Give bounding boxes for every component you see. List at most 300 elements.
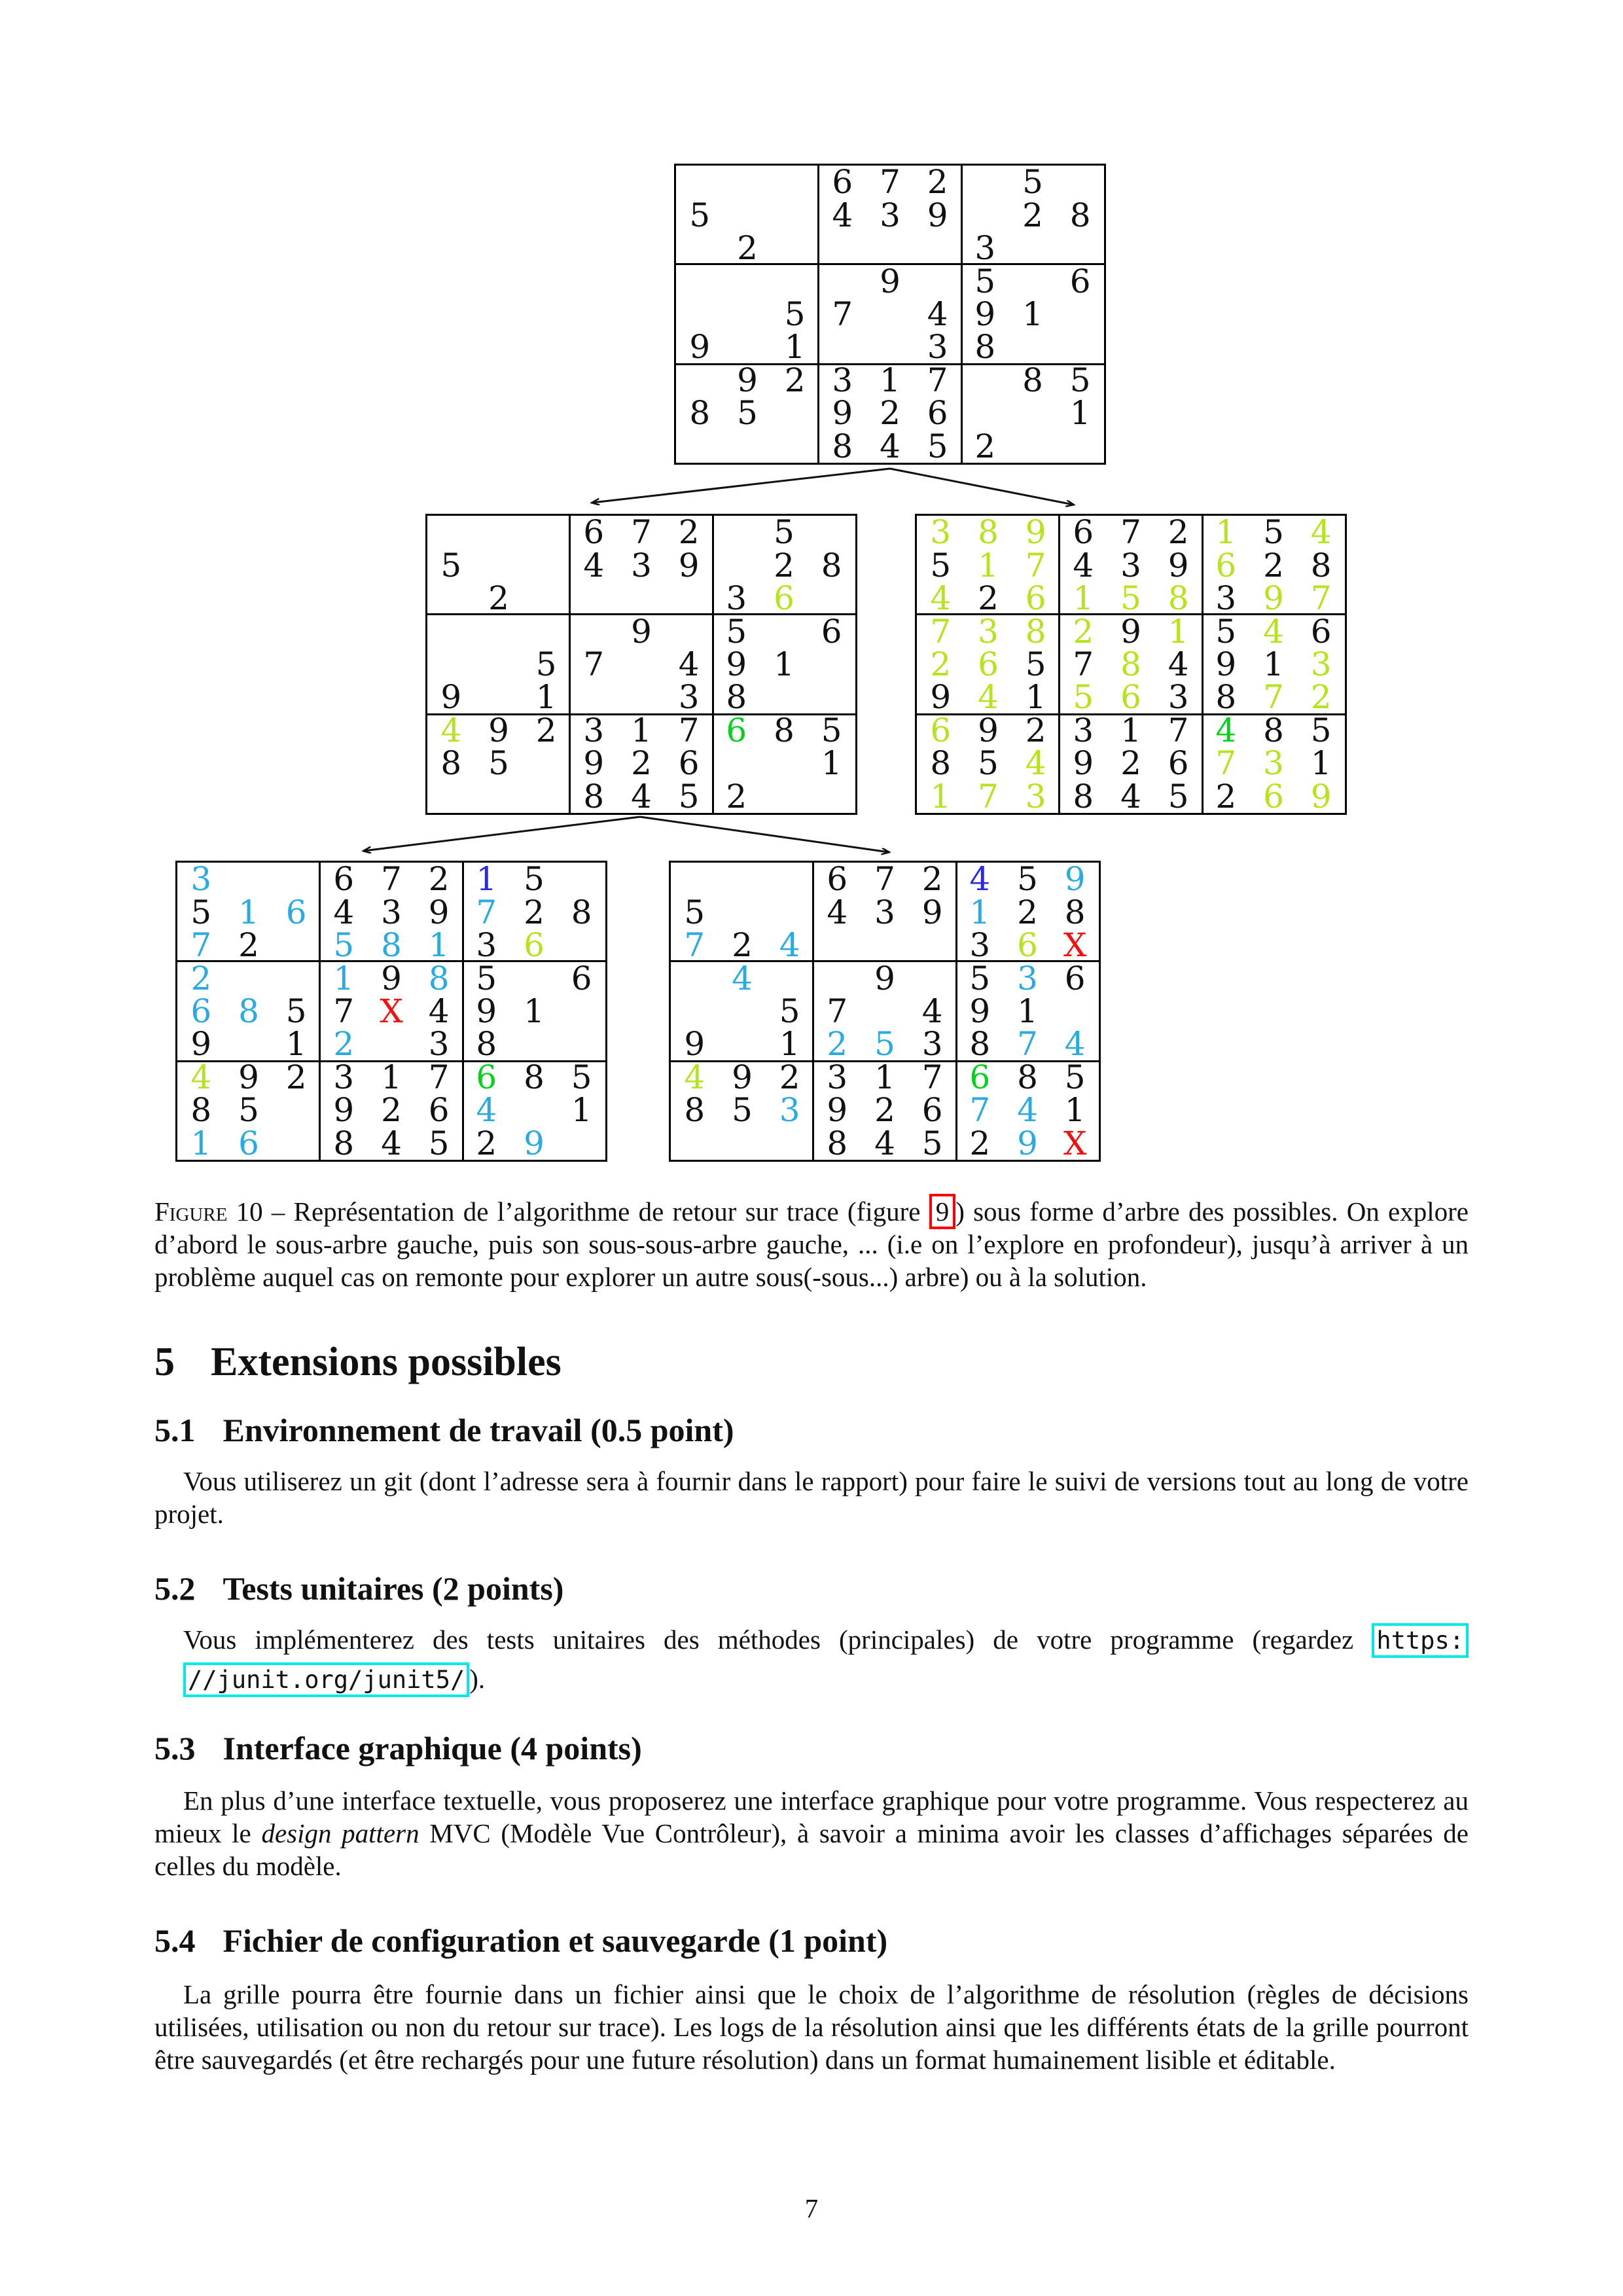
subsection-title: Environnement de travail (0.5 point): [223, 1412, 734, 1448]
sudoku-cell: 1: [1064, 1091, 1086, 1130]
sudoku-grid-root: [674, 164, 1106, 465]
sudoku-cell: [671, 863, 719, 895]
sudoku-cell: 7: [930, 612, 952, 651]
sudoku-cell: [914, 232, 961, 264]
sudoku-cell: 9: [978, 711, 999, 749]
sudoku-cell: 5: [238, 1091, 259, 1130]
sudoku-cell: 6: [921, 1091, 943, 1130]
sudoku-cell: 5: [927, 427, 948, 465]
sudoku-cell: 8: [1168, 579, 1189, 618]
paragraph-5-2-line-1: [154, 1623, 1469, 1657]
sudoku-cell: 2: [1263, 546, 1284, 584]
sudoku-cell: 3: [1073, 711, 1094, 749]
sudoku-cell: [719, 1028, 766, 1060]
sudoku-cell: [1056, 430, 1104, 463]
sudoku-cell: 5: [285, 992, 307, 1030]
sudoku-cell: 1: [238, 893, 259, 931]
sudoku-cell: 8: [524, 1058, 544, 1096]
sudoku-cell: 6: [930, 711, 952, 749]
sudoku-cell: 1: [333, 959, 355, 997]
sudoku-cell: 4: [732, 959, 753, 997]
sudoku-cell: 6: [827, 860, 848, 899]
sudoku-cell: 4: [1168, 645, 1189, 683]
sudoku-cell: 4: [1215, 711, 1237, 749]
sudoku-cell: [724, 430, 772, 463]
sudoku-cell: 3: [476, 926, 497, 965]
sudoku-cell: 7: [1168, 711, 1189, 749]
sudoku-cell: 7: [381, 860, 402, 899]
sudoku-cell: 6: [1069, 262, 1091, 300]
sudoku-cell: 1: [1069, 394, 1091, 433]
sudoku-cell: 8: [930, 744, 952, 783]
junit-url-link-part-1[interactable]: https:: [1372, 1623, 1469, 1658]
sudoku-cell: [475, 516, 523, 548]
sudoku-cell: [1056, 298, 1104, 331]
sudoku-cell: 4: [1025, 744, 1046, 783]
sudoku-cell: 7: [921, 1058, 943, 1096]
sudoku-cell: 7: [874, 860, 895, 899]
sudoku-cell: 3: [927, 328, 948, 367]
sudoku-cell: 8: [974, 328, 996, 367]
subsection-number: 5.4: [154, 1922, 196, 1959]
sudoku-cell: 2: [1022, 196, 1043, 234]
sudoku-cells: [671, 860, 1099, 1162]
sudoku-cell: [908, 929, 956, 961]
subsection-heading-5-3: [154, 1732, 642, 1765]
paragraph-text: MVC (Modèle Vue Contrôleur), à savoir a minima avoir les classes d’affichages séparées de celles du modèle.: [154, 1818, 1469, 1881]
sudoku-cell: 1: [631, 711, 652, 749]
sudoku-cell: 7: [190, 926, 212, 965]
sudoku-cell: [766, 895, 813, 928]
sudoku-cell: [570, 615, 618, 647]
sudoku-cell: 2: [1310, 678, 1332, 717]
paragraph-text: Vous implémenterez des tests unitaires des méthodes (principales) de votre programme (regardez: [183, 1624, 1372, 1655]
sudoku-cell: 4: [333, 893, 355, 931]
sudoku-cell: 8: [1073, 777, 1094, 816]
sudoku-cell: 3: [921, 1025, 943, 1064]
sudoku-cell: 9: [1064, 860, 1086, 899]
sudoku-cell: 5: [969, 959, 991, 997]
paragraph-text: En plus d’une interface textuelle, vous proposerez une interface graphique pour votre programme. Vous respecterez au mieux le: [154, 1785, 1469, 1848]
sudoku-cell: 9: [583, 744, 605, 783]
sudoku-cell: 4: [631, 777, 652, 816]
sudoku-cell: [760, 747, 808, 780]
sudoku-cell: 5: [333, 926, 355, 965]
sudoku-cell: 4: [1263, 612, 1284, 651]
sudoku-cell: 6: [927, 394, 948, 433]
sudoku-cell: 6: [333, 860, 355, 899]
sudoku-cell: 9: [238, 1058, 259, 1096]
sudoku-cell: 8: [684, 1091, 705, 1130]
sudoku-cell: 1: [1168, 612, 1189, 651]
sudoku-cell: 9: [333, 1091, 355, 1130]
sudoku-cell: [713, 747, 760, 780]
sudoku-cell: 8: [832, 427, 853, 465]
sudoku-cell: 2: [880, 394, 901, 433]
sudoku-cell: [475, 681, 523, 713]
sudoku-grid-leaf-right: [669, 861, 1101, 1162]
sudoku-cell: [510, 1094, 558, 1126]
sudoku-cell: [671, 995, 719, 1028]
sudoku-cell: 6: [524, 926, 544, 965]
sudoku-cell: 2: [476, 1124, 497, 1162]
sudoku-cell: [558, 995, 605, 1028]
sudoku-cell: 7: [333, 992, 355, 1030]
sudoku-cell: 9: [1025, 513, 1046, 552]
sudoku-cell: 7: [583, 645, 605, 683]
sudoku-cell: 8: [333, 1124, 355, 1162]
figure-caption-text-1: Représentation de l’algorithme de retour sur trace (figure: [285, 1196, 929, 1227]
sudoku-cell: 6: [832, 163, 853, 202]
sudoku-cell: 8: [1120, 645, 1141, 683]
sudoku-cell: 3: [381, 893, 402, 931]
sudoku-cell: 9: [1215, 645, 1237, 683]
sudoku-cell: 7: [678, 711, 700, 749]
sudoku-cell: [665, 582, 713, 615]
sudoku-cells: [427, 513, 855, 816]
subsection-number: 5.2: [154, 1570, 196, 1607]
sudoku-cell: [808, 780, 855, 813]
sudoku-cell: 2: [774, 546, 794, 584]
sudoku-cell: 5: [1168, 777, 1189, 816]
subsection-heading-5-2: [154, 1572, 563, 1605]
edge-root-to-left-child: [592, 469, 890, 503]
sudoku-cell: 6: [678, 744, 700, 783]
sudoku-cell: 5: [1017, 860, 1038, 899]
sudoku-cell: 7: [978, 777, 999, 816]
sudoku-cell: 5: [978, 744, 999, 783]
sudoku-cell: [819, 232, 866, 264]
sudoku-cell: [719, 995, 766, 1028]
sudoku-grid-leaf-left: [175, 861, 607, 1162]
sudoku-cell: [724, 331, 772, 363]
paragraph-5-2-line-2: [154, 1662, 1469, 1696]
sudoku-cell: [771, 232, 819, 264]
sudoku-cell: 9: [737, 361, 758, 399]
sudoku-cell: [676, 166, 724, 198]
sudoku-cell: 1: [1025, 678, 1046, 717]
sudoku-cell: 3: [631, 546, 652, 584]
sudoku-cell: 1: [1120, 711, 1141, 749]
paragraph-text: ).: [469, 1664, 486, 1694]
sudoku-cell: 8: [821, 546, 842, 584]
sudoku-cell: 6: [285, 893, 307, 931]
sudoku-cell: 1: [779, 1025, 800, 1064]
sudoku-cell: [866, 331, 914, 363]
sudoku-cell: 2: [631, 744, 652, 783]
sudoku-cell: 3: [678, 678, 700, 717]
sudoku-cell: [724, 198, 772, 231]
sudoku-cell: 9: [969, 992, 991, 1030]
sudoku-cell: [719, 1127, 766, 1160]
sudoku-cell: 9: [428, 893, 450, 931]
sudoku-cell: 3: [978, 612, 999, 651]
sudoku-cell: 4: [476, 1091, 497, 1130]
sudoku-cell: [866, 298, 914, 331]
sudoku-cell: [914, 264, 961, 297]
sudoku-cell: 5: [1022, 163, 1043, 202]
sudoku-cell: 7: [827, 992, 848, 1030]
sudoku-cell: 8: [428, 959, 450, 997]
sudoku-cell: 7: [832, 295, 853, 333]
sudoku-cell: 2: [1025, 711, 1046, 749]
sudoku-cell: 5: [732, 1091, 753, 1130]
subsection-title: Fichier de configuration et sauvegarde (1 point): [223, 1922, 888, 1959]
sudoku-cell: 5: [726, 612, 747, 651]
sudoku-cell: 2: [1017, 893, 1038, 931]
sudoku-cell: 1: [1310, 744, 1332, 783]
sudoku-cell: 8: [476, 1025, 497, 1064]
sudoku-cell: 9: [1017, 1124, 1038, 1162]
sudoku-cell: 5: [1310, 711, 1332, 749]
sudoku-cell: 5: [974, 262, 996, 300]
sudoku-cell: 4: [190, 1058, 212, 1096]
sudoku-cell: 7: [476, 893, 497, 931]
sudoku-cell: 9: [381, 959, 402, 997]
sudoku-cell: [760, 780, 808, 813]
sudoku-cell: 2: [381, 1091, 402, 1130]
sudoku-cell: 1: [880, 361, 901, 399]
sudoku-cell: [558, 1127, 605, 1160]
sudoku-cell: 3: [1310, 645, 1332, 683]
sudoku-cell: [570, 582, 618, 615]
sudoku-cell: 5: [774, 513, 794, 552]
figure-caption: [154, 1195, 1469, 1293]
sudoku-cell: [272, 863, 320, 895]
sudoku-cell: 3: [930, 513, 952, 552]
sudoku-cell: 6: [190, 992, 212, 1030]
paragraph-5-1: Vous utiliserez un git (dont l’adresse sera à fournir dans le rapport) pour faire le suivi de versions tout au long de votre projet.: [154, 1466, 1469, 1529]
subsection-number: 5.3: [154, 1730, 196, 1767]
sudoku-cell: [771, 166, 819, 198]
sudoku-cell: 5: [784, 295, 806, 333]
sudoku-cell: [676, 264, 724, 297]
sudoku-cell: 2: [784, 361, 806, 399]
sudoku-cell: 8: [978, 513, 999, 552]
sudoku-cell: 4: [978, 678, 999, 717]
sudoku-cell: 2: [779, 1058, 800, 1096]
sudoku-cell: 6: [476, 1058, 497, 1096]
sudoku-cell: 5: [821, 711, 842, 749]
sudoku-cell: 6: [969, 1058, 991, 1096]
sudoku-cell: [558, 863, 605, 895]
sudoku-cell: [272, 961, 320, 994]
sudoku-cell: 2: [827, 1025, 848, 1064]
sudoku-cell: 6: [1017, 926, 1038, 965]
sudoku-cell: 4: [779, 926, 800, 965]
sudoku-cell: [475, 780, 523, 813]
section-title: Extensions possibles: [211, 1340, 562, 1384]
sudoku-cell: 5: [524, 860, 544, 899]
sudoku-cell: 4: [440, 711, 462, 749]
sudoku-cell: 1: [381, 1058, 402, 1096]
sudoku-cell: 4: [969, 860, 991, 899]
sudoku-cell: 8: [440, 744, 462, 783]
sudoku-cell: 9: [974, 295, 996, 333]
sudoku-cell: 3: [1017, 959, 1038, 997]
sudoku-cell: [766, 863, 813, 895]
sudoku-cell: 1: [524, 992, 544, 1030]
sudoku-cell: 4: [1310, 513, 1332, 552]
sudoku-cell: 4: [874, 1124, 895, 1162]
sudoku-cell: 7: [1310, 579, 1332, 618]
sudoku-cell: 2: [974, 427, 996, 465]
sudoku-cell: 5: [190, 893, 212, 931]
sudoku-cell: [766, 1127, 813, 1160]
sudoku-cell: 2: [678, 513, 700, 552]
sudoku-cell: 4: [428, 992, 450, 1030]
sudoku-cell: 3: [190, 860, 212, 899]
subsection-title: Tests unitaires (2 points): [223, 1570, 564, 1607]
sudoku-cell: [475, 648, 523, 681]
sudoku-cell: [427, 615, 475, 647]
sudoku-cell: 2: [737, 229, 758, 268]
sudoku-cell: [760, 681, 808, 713]
sudoku-cell: [1009, 430, 1057, 463]
sudoku-cell: [808, 681, 855, 713]
sudoku-cell: 4: [1073, 546, 1094, 584]
sudoku-cell: 6: [571, 959, 592, 997]
edge-left-child-to-left-leaf: [364, 817, 640, 851]
sudoku-cell: 8: [1069, 196, 1091, 234]
sudoku-cell: 2: [1168, 513, 1189, 552]
sudoku-cell: 9: [930, 678, 952, 717]
sudoku-cell: 3: [333, 1058, 355, 1096]
sudoku-cell: 3: [969, 926, 991, 965]
sudoku-cell: 4: [880, 427, 901, 465]
sudoku-cell: [676, 232, 724, 264]
sudoku-cell: [225, 1028, 273, 1060]
sudoku-cell: 9: [1168, 546, 1189, 584]
sudoku-cell: 9: [732, 1058, 753, 1096]
sudoku-cell: [475, 548, 523, 581]
sudoku-cell: 5: [737, 394, 758, 433]
sudoku-cell: [676, 364, 724, 397]
sudoku-cell: 9: [1263, 579, 1284, 618]
sudoku-cell: [908, 961, 956, 994]
sudoku-cell: 6: [1310, 612, 1332, 651]
sudoku-cell: 5: [1215, 612, 1237, 651]
sudoku-cell: 1: [874, 1058, 895, 1096]
sudoku-cell: [719, 863, 766, 895]
sudoku-cell: 9: [827, 1091, 848, 1130]
sudoku-cell: 9: [726, 645, 747, 683]
sudoku-cell: 4: [827, 893, 848, 931]
sudoku-cell: 1: [1263, 645, 1284, 683]
sudoku-cell: 6: [1120, 678, 1141, 717]
section-heading-5: [154, 1342, 562, 1382]
sudoku-cell: 4: [684, 1058, 705, 1096]
sudoku-cell: 8: [571, 893, 592, 931]
sudoku-cell: 5: [1069, 361, 1091, 399]
sudoku-cell: 6: [1263, 777, 1284, 816]
sudoku-cell: 3: [832, 361, 853, 399]
sudoku-cell: [1009, 264, 1057, 297]
sudoku-cell: X: [1063, 1124, 1087, 1162]
sudoku-cell: 7: [1025, 546, 1046, 584]
sudoku-cell: 9: [1120, 612, 1141, 651]
sudoku-cell: 4: [1017, 1091, 1038, 1130]
sudoku-cell: 4: [927, 295, 948, 333]
sudoku-cell: 1: [969, 893, 991, 931]
sudoku-cell: 9: [190, 1025, 212, 1064]
sudoku-cell: 6: [1168, 744, 1189, 783]
sudoku-cells: [917, 513, 1345, 816]
sudoku-cell: 3: [779, 1091, 800, 1130]
sudoku-cell: 5: [571, 1058, 592, 1096]
sudoku-cell: 9: [880, 262, 901, 300]
sudoku-cell: 2: [732, 926, 753, 965]
sudoku-cell: 9: [1310, 777, 1332, 816]
sudoku-cell: [272, 929, 320, 961]
sudoku-cell: [861, 995, 909, 1028]
sudoku-cell: 5: [1120, 579, 1141, 618]
sudoku-cell: 5: [779, 992, 800, 1030]
sudoku-cell: 5: [1073, 678, 1094, 717]
sudoku-cell: 8: [969, 1025, 991, 1064]
sudoku-cell: 5: [428, 1124, 450, 1162]
sudoku-cell: 5: [488, 744, 509, 783]
sudoku-cells: [177, 860, 605, 1162]
junit-url-link-part-2[interactable]: //junit.org/junit5/: [183, 1662, 469, 1697]
sudoku-cell: [665, 615, 713, 647]
sudoku-cell: 4: [583, 546, 605, 584]
sudoku-cell: [819, 331, 866, 363]
subsection-heading-5-4: [154, 1924, 887, 1957]
sudoku-cell: 2: [190, 959, 212, 997]
sudoku-cell: [719, 895, 766, 928]
sudoku-cell: 8: [1022, 361, 1043, 399]
sudoku-cell: [558, 1028, 605, 1060]
sudoku-cell: 5: [440, 546, 462, 584]
subsection-number: 5.1: [154, 1412, 196, 1448]
sudoku-cell: [771, 430, 819, 463]
sudoku-cell: 7: [1215, 744, 1237, 783]
sudoku-cell: 8: [1017, 1058, 1038, 1096]
sudoku-cell: [771, 264, 819, 297]
figure-reference-link[interactable]: 9: [929, 1194, 956, 1229]
sudoku-cell: 3: [1025, 777, 1046, 816]
sudoku-cell: 7: [1017, 1025, 1038, 1064]
sudoku-cell: 9: [689, 328, 711, 367]
sudoku-cell: [771, 198, 819, 231]
sudoku-cell: 4: [930, 579, 952, 618]
sudoku-cell: 8: [190, 1091, 212, 1130]
sudoku-cell: [724, 166, 772, 198]
sudoku-cell: X: [380, 992, 403, 1030]
sudoku-cell: 8: [774, 711, 794, 749]
sudoku-cell: 9: [684, 1025, 705, 1064]
sudoku-cell: [427, 582, 475, 615]
sudoku-cell: 9: [678, 546, 700, 584]
sudoku-cell: [272, 1094, 320, 1126]
sudoku-cell: 6: [583, 513, 605, 552]
sudoku-cell: 1: [774, 645, 794, 683]
sudoku-cell: [819, 264, 866, 297]
sudoku-cell: X: [1063, 926, 1087, 965]
sudoku-cell: 6: [1064, 959, 1086, 997]
sudoku-cell: [272, 1127, 320, 1160]
sudoku-cell: [961, 364, 1009, 397]
sudoku-cell: [522, 582, 570, 615]
sudoku-cell: 6: [238, 1124, 259, 1162]
sudoku-cell: 8: [238, 992, 259, 1030]
sudoku-cell: [1056, 232, 1104, 264]
sudoku-cell: 7: [1120, 513, 1141, 552]
sudoku-cell: 2: [333, 1025, 355, 1064]
sudoku-cell: [1051, 995, 1099, 1028]
subsection-heading-5-1: [154, 1414, 734, 1446]
